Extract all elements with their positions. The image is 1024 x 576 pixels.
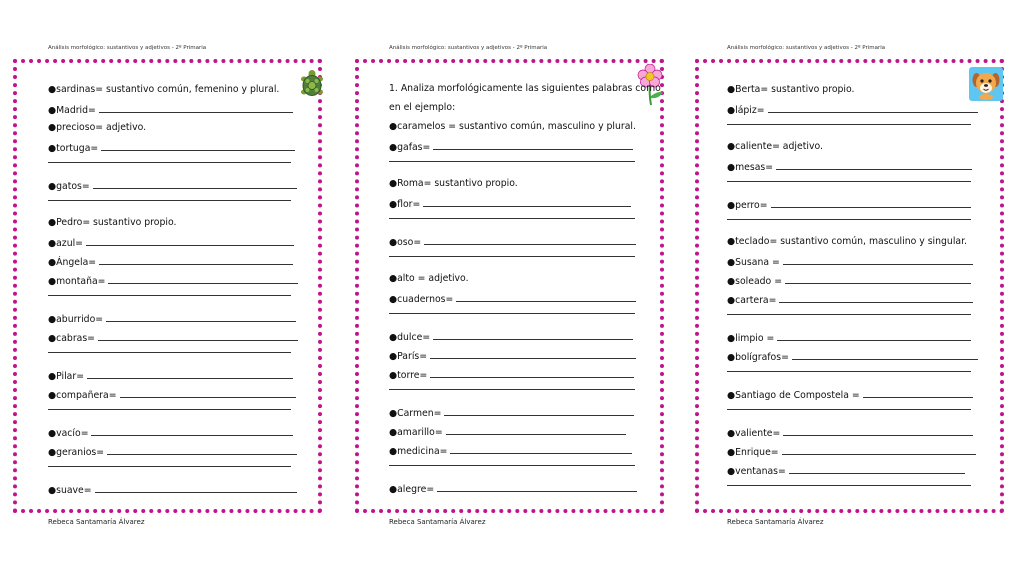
- exercise-line: [389, 406, 634, 420]
- exercise-word: ●dulce=: [389, 332, 431, 343]
- answer-continuation-line[interactable]: [48, 200, 291, 201]
- exercise-line: [389, 425, 626, 439]
- answer-blank[interactable]: [446, 425, 626, 435]
- exercise-word: ●torre=: [389, 370, 428, 381]
- answer-blank[interactable]: [433, 140, 633, 150]
- answer-blank[interactable]: [95, 483, 297, 493]
- answer-blank[interactable]: [99, 103, 293, 113]
- answer-continuation-line[interactable]: [48, 352, 291, 353]
- exercise-word: ●Roma= sustantivo propio.: [389, 178, 518, 189]
- exercise-line: [48, 84, 279, 96]
- answer-continuation-line[interactable]: [389, 313, 635, 314]
- exercise-word: ●perro=: [727, 200, 768, 211]
- dog-icon: [969, 67, 1003, 105]
- exercise-word: ●bolígrafos=: [727, 352, 789, 363]
- exercise-line: [727, 141, 823, 153]
- exercise-line: [389, 83, 661, 95]
- exercise-word: ●sardinas= sustantivo común, femenino y plural.: [48, 84, 280, 95]
- answer-continuation-line[interactable]: [48, 466, 291, 467]
- answer-blank[interactable]: [93, 179, 297, 189]
- answer-blank[interactable]: [783, 426, 973, 436]
- author-footer: Rebeca Santamaría Álvarez: [48, 518, 145, 526]
- exercise-word: ●precioso= adjetivo.: [48, 122, 147, 133]
- answer-continuation-line[interactable]: [727, 314, 971, 315]
- exercise-line: [389, 292, 636, 306]
- exercise-line: [727, 445, 976, 459]
- exercise-line: [727, 388, 973, 402]
- answer-blank[interactable]: [101, 141, 295, 151]
- exercise-line: [389, 368, 634, 382]
- answer-continuation-line[interactable]: [727, 124, 971, 125]
- answer-continuation-line[interactable]: [727, 409, 971, 410]
- answer-blank[interactable]: [107, 445, 297, 455]
- exercise-line: [48, 331, 298, 345]
- exercise-line: [727, 255, 973, 269]
- exercise-word: ●Pedro= sustantivo propio.: [48, 217, 177, 228]
- exercise-word: ●cabras=: [48, 333, 95, 344]
- exercise-line: [389, 330, 633, 344]
- exercise-word: ●Berta= sustantivo propio.: [727, 84, 855, 95]
- exercise-word: ●Santiago de Compostela =: [727, 390, 860, 401]
- exercise-word: ●compañera=: [48, 390, 117, 401]
- exercise-line: [48, 255, 293, 269]
- exercise-word: ●azul=: [48, 238, 83, 249]
- answer-blank[interactable]: [106, 312, 296, 322]
- exercise-word: ●limpio =: [727, 333, 775, 344]
- exercise-word: ●montaña=: [48, 276, 106, 287]
- answer-continuation-line[interactable]: [727, 219, 971, 220]
- answer-blank[interactable]: [768, 103, 978, 113]
- exercise-line: [48, 103, 293, 117]
- exercise-word: ●vacío=: [48, 428, 89, 439]
- exercise-word: ●Enrique=: [727, 447, 779, 458]
- exercise-word: ●gafas=: [389, 142, 431, 153]
- exercise-line: [48, 122, 146, 134]
- exercise-word: ●caliente= adjetivo.: [727, 141, 823, 152]
- exercise-word: en el ejemplo:: [389, 102, 456, 113]
- answer-blank[interactable]: [789, 464, 965, 474]
- exercise-line: [389, 273, 469, 285]
- answer-blank[interactable]: [783, 255, 973, 265]
- answer-blank[interactable]: [423, 197, 631, 207]
- answer-continuation-line[interactable]: [727, 181, 971, 182]
- answer-blank[interactable]: [779, 293, 973, 303]
- exercise-word: 1. Analiza morfológicamente las siguientes palabras como: [389, 83, 661, 94]
- exercise-line: [727, 274, 971, 288]
- answer-blank[interactable]: [771, 198, 971, 208]
- answer-blank[interactable]: [433, 330, 633, 340]
- exercise-word: ●cartera=: [727, 295, 777, 306]
- exercise-word: ●alegre=: [389, 484, 435, 495]
- exercise-word: ●lápiz=: [727, 105, 765, 116]
- exercise-line: [48, 369, 293, 383]
- exercise-word: ●aburrido=: [48, 314, 104, 325]
- answer-blank[interactable]: [863, 388, 973, 398]
- answer-continuation-line[interactable]: [389, 256, 635, 257]
- exercise-line: [727, 426, 973, 440]
- exercise-line: [727, 160, 972, 174]
- exercise-word: ●Madrid=: [48, 105, 96, 116]
- answer-continuation-line[interactable]: [48, 295, 291, 296]
- answer-blank[interactable]: [430, 368, 634, 378]
- exercise-word: ●cuadernos=: [389, 294, 454, 305]
- turtle-icon: [299, 69, 325, 103]
- answer-continuation-line[interactable]: [389, 389, 635, 390]
- exercise-word: ●Pilar=: [48, 371, 84, 382]
- exercise-word: ●geranios=: [48, 447, 105, 458]
- exercise-line: [48, 445, 297, 459]
- exercise-line: [389, 140, 633, 154]
- page-header: Análisis morfológico: sustantivos y adjetivos - 2º Primaria: [727, 45, 886, 51]
- exercise-line: [389, 235, 636, 249]
- answer-blank[interactable]: [437, 482, 637, 492]
- page-header: Análisis morfológico: sustantivos y adjetivos - 2º Primaria: [48, 45, 207, 51]
- exercise-line: [48, 236, 294, 250]
- answer-continuation-line[interactable]: [389, 218, 635, 219]
- author-footer: Rebeca Santamaría Álvarez: [389, 518, 486, 526]
- exercise-word: ●alto = adjetivo.: [389, 273, 469, 284]
- exercise-line: [389, 121, 636, 133]
- answer-continuation-line[interactable]: [727, 485, 971, 486]
- answer-blank[interactable]: [120, 388, 296, 398]
- exercise-word: ●tortuga=: [48, 143, 99, 154]
- exercise-line: [48, 312, 296, 326]
- exercise-line: [389, 178, 518, 190]
- answer-blank[interactable]: [777, 331, 971, 341]
- exercise-line: [389, 349, 636, 363]
- exercise-line: [48, 483, 297, 497]
- exercise-line: [727, 350, 978, 364]
- exercise-line: [727, 236, 967, 248]
- answer-continuation-line[interactable]: [48, 409, 291, 410]
- answer-blank[interactable]: [456, 292, 636, 302]
- exercise-line: [48, 179, 297, 193]
- page-header: Análisis morfológico: sustantivos y adjetivos - 2º Primaria: [389, 45, 548, 51]
- answer-continuation-line[interactable]: [389, 161, 635, 162]
- author-footer: Rebeca Santamaría Álvarez: [727, 518, 824, 526]
- exercise-word: ●medicina=: [389, 446, 448, 457]
- exercise-line: [389, 197, 631, 211]
- answer-blank[interactable]: [430, 349, 636, 359]
- answer-blank[interactable]: [424, 235, 636, 245]
- exercise-word: ●caramelos = sustantivo común, masculino y plural.: [389, 121, 636, 132]
- exercise-line: [727, 103, 978, 117]
- answer-blank[interactable]: [99, 255, 293, 265]
- answer-blank[interactable]: [782, 445, 976, 455]
- exercise-word: ●soleado =: [727, 276, 782, 287]
- exercise-line: [48, 217, 176, 229]
- answer-blank[interactable]: [776, 160, 972, 170]
- exercise-word: ●oso=: [389, 237, 422, 248]
- exercise-line: [389, 102, 455, 114]
- exercise-line: [48, 141, 295, 155]
- exercise-line: [727, 331, 971, 345]
- exercise-word: ●Carmen=: [389, 408, 442, 419]
- exercise-word: ●Ángela=: [48, 257, 97, 268]
- answer-continuation-line[interactable]: [727, 371, 971, 372]
- answer-blank[interactable]: [86, 236, 294, 246]
- exercise-line: [727, 293, 973, 307]
- exercise-line: [48, 274, 298, 288]
- exercise-line: [389, 482, 637, 496]
- answer-continuation-line[interactable]: [389, 465, 635, 466]
- answer-continuation-line[interactable]: [48, 162, 291, 163]
- exercise-line: [727, 84, 854, 96]
- answer-blank[interactable]: [108, 274, 298, 284]
- exercise-word: ●valiente=: [727, 428, 781, 439]
- exercise-line: [48, 426, 293, 440]
- answer-blank[interactable]: [792, 350, 978, 360]
- answer-blank[interactable]: [450, 444, 632, 454]
- answer-blank[interactable]: [91, 426, 293, 436]
- exercise-line: [727, 198, 971, 212]
- exercise-line: [727, 464, 965, 478]
- exercise-word: ●gatos=: [48, 181, 90, 192]
- answer-blank[interactable]: [87, 369, 293, 379]
- exercise-line: [48, 388, 296, 402]
- exercise-word: ●teclado= sustantivo común, masculino y singular.: [727, 236, 968, 247]
- answer-blank[interactable]: [98, 331, 298, 341]
- exercise-word: ●amarillo=: [389, 427, 443, 438]
- exercise-word: ●Susana =: [727, 257, 780, 268]
- exercise-line: [389, 444, 632, 458]
- exercise-word: ●París=: [389, 351, 428, 362]
- exercise-word: ●flor=: [389, 199, 421, 210]
- exercise-word: ●mesas=: [727, 162, 774, 173]
- answer-blank[interactable]: [444, 406, 634, 416]
- answer-blank[interactable]: [785, 274, 971, 284]
- exercise-word: ●ventanas=: [727, 466, 786, 477]
- exercise-word: ●suave=: [48, 485, 92, 496]
